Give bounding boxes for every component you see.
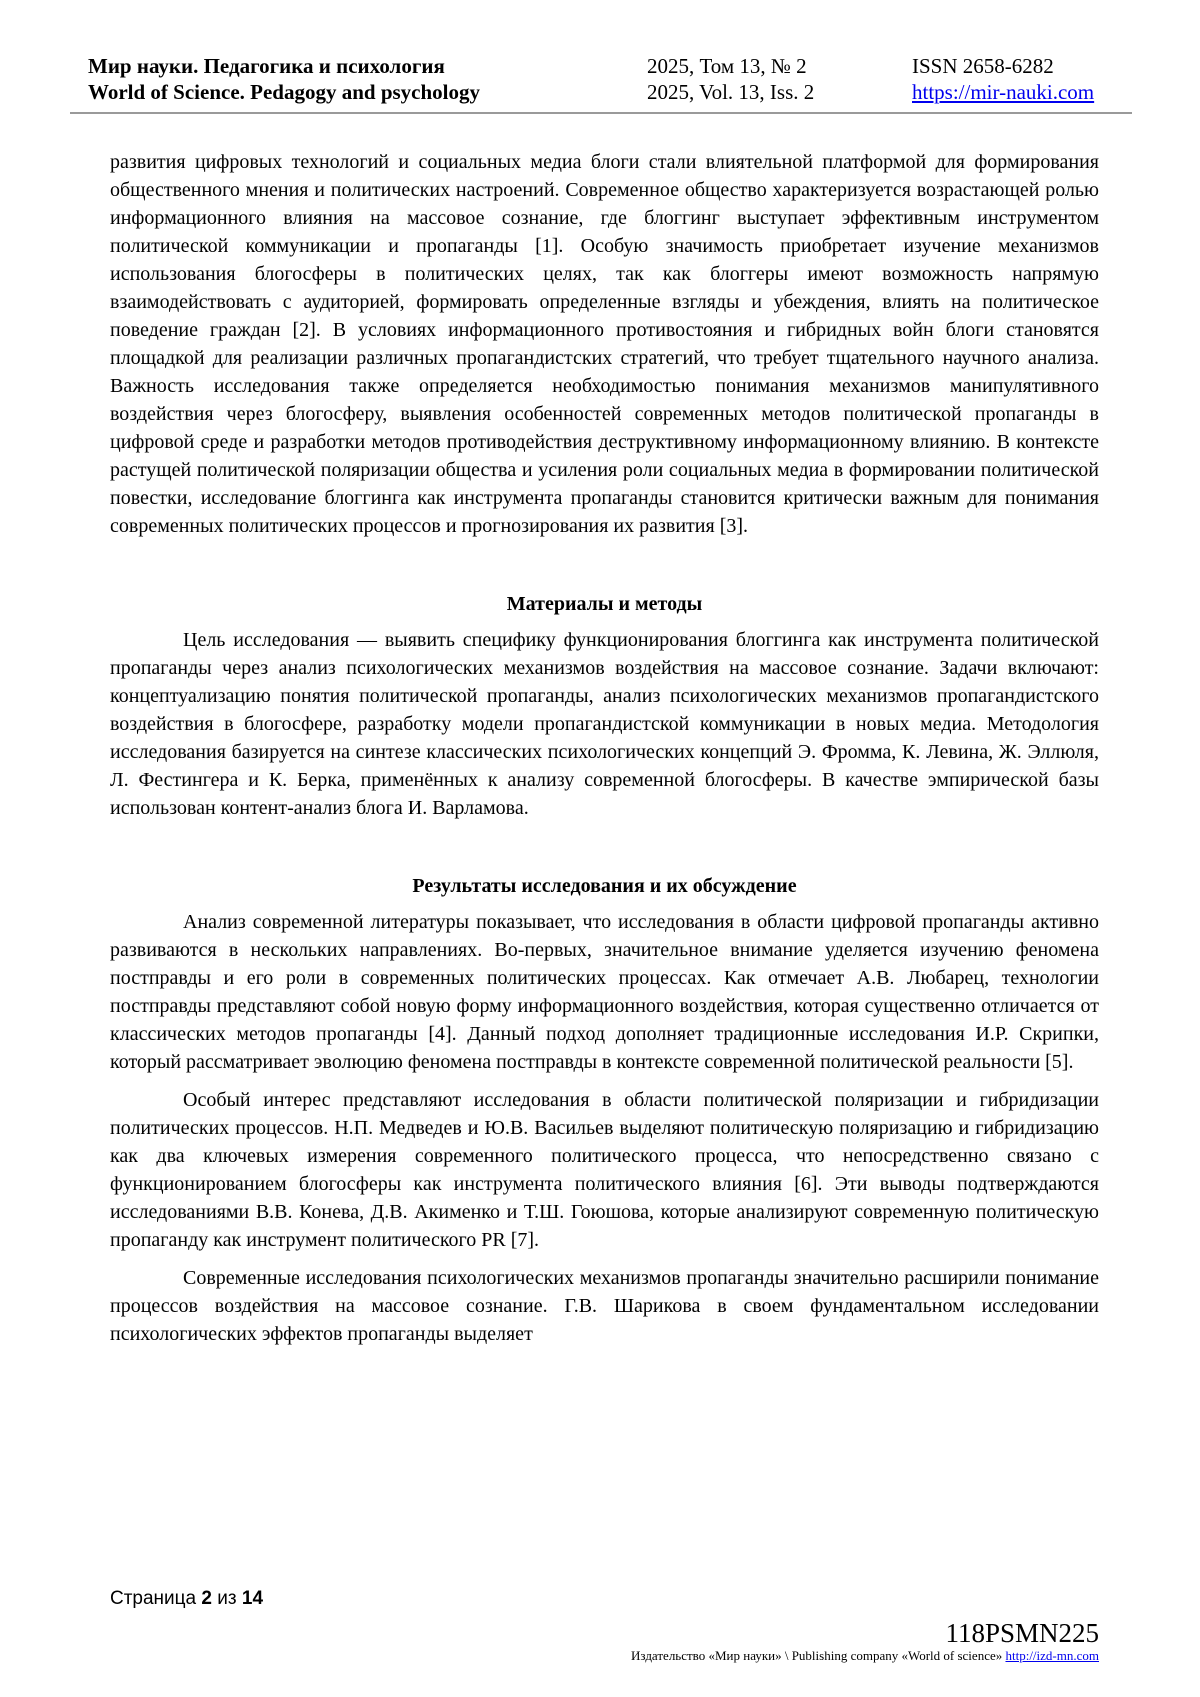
header-divider	[70, 112, 1132, 114]
results-paragraph: Особый интерес представляют исследования в области политической поляризации и гибридизации политических процессов. Н.П. Медведев и Ю.В. Васильев выделяют политическую поляризацию и гибридизацию как два ключевых измерения современного политического процесса, что непосредственно связано с функционированием блогосферы как инструмента политического влияния [6]. Эти выводы подтверждаются исследованиями В.В. Конева, Д.В. Акименко и Т.Ш. Гоюшова, которые анализируют современную политическую пропаганду как инструмент политического PR [7].	[110, 1089, 1099, 1251]
section-heading-results: Результаты исследования и их обсуждение	[412, 875, 797, 897]
issue-en: 2025, Vol. 13, Iss. 2	[647, 80, 815, 104]
journal-title-en: World of Science. Pedagogy and psychology	[88, 80, 481, 104]
journal-link[interactable]: https://mir-nauki.com	[912, 80, 1095, 104]
issn: ISSN 2658-6282	[912, 54, 1054, 78]
page-label: Страница	[110, 1588, 197, 1609]
results-paragraph: Анализ современной литературы показывает, что исследования в области цифровой пропаганды активно развиваются в нескольких направлениях. Во-первых, значительное внимание уделяется изучению феномена постправды и его роли в современных политических процессах. Как отмечает А.В. Любарец, технологии постправды представляют собой новую форму информационного воздействия, которая существенно отличается от классических методов пропаганды [4]. Данный подход дополняет традиционные исследования И.Р. Скрипки, который рассматривает эволюцию феномена постправды в контексте современной политической реальности [5].	[110, 911, 1099, 1073]
results-paragraph: Современные исследования психологических механизмов пропаганды значительно расширили понимание процессов воздействия на массовое сознание. Г.В. Шарикова в своем фундаментальном исследовании психологических эффектов пропаганды выделяет	[110, 1267, 1099, 1345]
publisher-link[interactable]: http://izd-mn.com	[1005, 1648, 1099, 1663]
page-number	[110, 1588, 263, 1610]
section-heading-methods: Материалы и методы	[506, 593, 703, 615]
article-body	[110, 148, 1099, 1348]
methods-paragraph: Цель исследования — выявить специфику функционирования блоггинга как инструмента политической пропаганды через анализ психологических механизмов воздействия на массовое сознание. Задачи включают: концептуализацию понятия политической пропаганды, анализ психологических механизмов пропагандистского воздействия в блогосфере, разработку модели пропагандистской коммуникации в новых медиа. Методология исследования базируется на синтезе классических психологических концепций Э. Фромма, К. Левина, Ж. Эллюля, Л. Фестингера и К. Берка, применённых к анализу современной блогосферы. В качестве эмпирической базы использован контент-анализ блога И. Варламова.	[110, 629, 1099, 819]
publisher-line	[631, 1648, 1099, 1664]
publisher-name: Издательство «Мир науки» \ Publishing company «World of science»	[631, 1648, 1003, 1663]
intro-paragraph: развития цифровых технологий и социальных медиа блоги стали влиятельной платформой для формирования общественного мнения и политических настроений. Современное общество характеризуется возрастающей ролью информационного влияния на массовое сознание, где блоггинг выступает эффективным инструментом политической коммуникации и пропаганды [1]. Особую значимость приобретает изучение механизмов использования блогосферы в политических целях, так как блоггеры имеют возможность напрямую взаимодействовать с аудиторией, формировать определенные взгляды и убеждения, влиять на политическое поведение граждан [2]. В условиях информационного противостояния и гибридных войн блоги становятся площадкой для реализации различных пропагандистских стратегий, что требует тщательного научного анализа. Важность исследования также определяется необходимостью понимания механизмов манипулятивного воздействия через блогосферу, выявления особенностей современных методов политической пропаганды в цифровой среде и разработки методов противодействия деструктивному информационному влиянию. В контексте растущей политической поляризации общества и усиления роли социальных медиа в формировании политической повестки, исследование блоггинга как инструмента пропаганды становится критически важным для понимания современных политических процессов и прогнозирования их развития [3].	[110, 151, 1099, 537]
journal-title-ru: Мир науки. Педагогика и психология	[88, 54, 445, 78]
article-code: 118PSMN225	[945, 1618, 1099, 1648]
page-total: 14	[241, 1588, 264, 1609]
page-of: из	[217, 1588, 237, 1609]
page-current: 2	[201, 1588, 212, 1609]
issue-ru: 2025, Том 13, № 2	[647, 54, 807, 78]
